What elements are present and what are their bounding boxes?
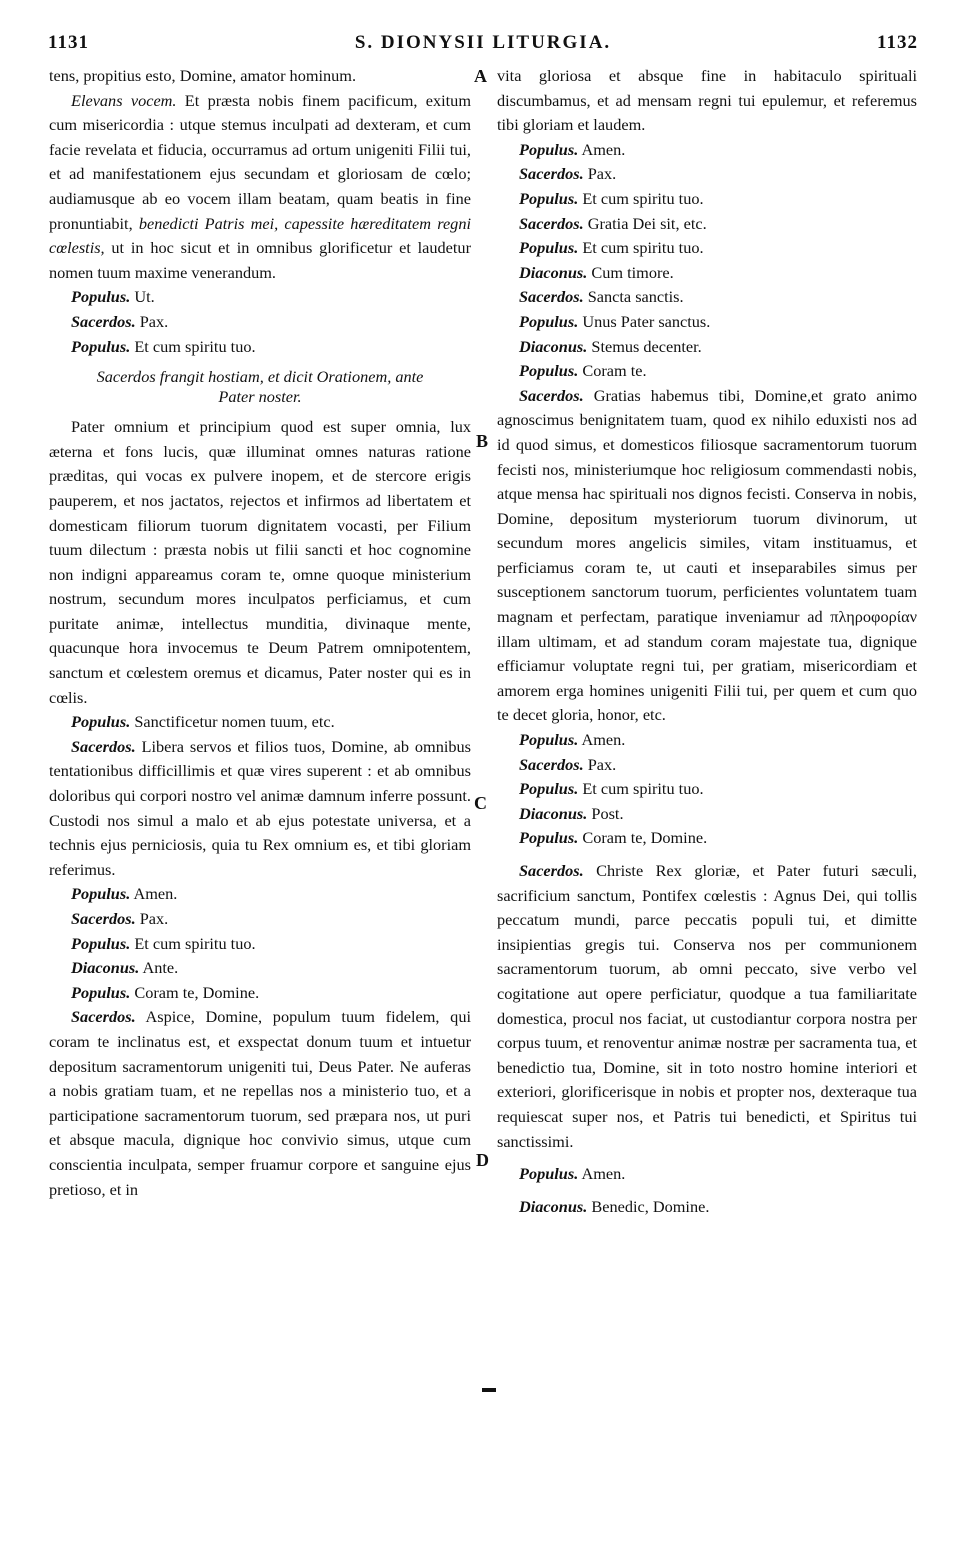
dialogue-line: Populus. Ut. — [71, 287, 155, 307]
dialogue-line: Sacerdos. Gratias habemus tibi, Domine,et grato animo agnoscimus benignitatem tuam, quod ex nihilo eduxisti nos ad id quod simus, et domesticos filiosque sacramentorum tuorum fecisti nos, ministeriumque hoc religiosum commendasti nobis, atque mensa hac spirituali nos dignos fecisti. Conserva in nobis, Domine, depositum mysteriorum tuorum divinorum, ut secundum mores angelicis similes, vitam instituamus, et perficiamus coram te, ut cauti et inseparabiles simus per susceptionem sanctorum tuorum, perficientes voluntatem tuam magnam et perfectam, paratique inveniamur ad πληροφορίαν illam ultimam, et ad standum coram majestate tua, dignique efficiamur voluptate regni tui, per gratiam, misericordiam et amorem erga homines unigeniti Filii tui, per quem et cum quo te decet gloria, honor, etc. — [497, 385, 917, 725]
speaker: Sacerdos. — [519, 213, 584, 233]
dialogue-line: Populus. Coram te, Domine. — [71, 982, 260, 1002]
end-dash — [482, 1388, 496, 1392]
speaker: Diaconus. — [519, 1196, 588, 1216]
speaker: Sacerdos. — [519, 861, 584, 880]
dialogue-line: Diaconus. Post. — [519, 803, 624, 823]
dialogue-line: Populus. Unus Pater sanctus. — [519, 311, 711, 331]
speaker: Populus. — [71, 712, 131, 732]
speaker: Diaconus. — [71, 958, 140, 978]
speaker: Populus. — [519, 311, 579, 331]
dialogue-line: Populus. Et cum spiritu tuo. — [71, 933, 256, 953]
speaker: Diaconus. — [519, 803, 588, 823]
dialogue-line: Diaconus. Benedic, Domine. — [519, 1196, 710, 1216]
dialogue-line: Populus. Et cum spiritu tuo. — [519, 779, 704, 799]
speaker: Sacerdos. — [519, 385, 584, 405]
speaker: Populus. — [519, 139, 579, 159]
paragraph: Elevans vocem. Et præsta nobis finem pacificum, exitum cum misericordia : utque stemus inculpati ad dexteram, et cum facie revelata et fiducia, occurramus ad ortum unigeniti Filii tui, et ad manifestationem ejus secundam et gloriosam de cœlo; audiamusque ab eo vocem illam beatam, quam beatis in fine pronuntiabit, benedicti Patris mei, capessite hæreditatem regni cœlestis, ut in hoc sicut et in omnibus glorificetur et laudetur nomen tuum maxime venerandum. — [49, 90, 471, 282]
page-header — [48, 26, 918, 56]
speaker: Sacerdos. — [71, 909, 136, 928]
speaker: Sacerdos. — [71, 311, 136, 331]
dialogue-line: Sacerdos. Pax. — [71, 311, 169, 331]
speaker: Diaconus. — [519, 262, 588, 282]
margin-letter-b: B — [476, 431, 489, 451]
speaker: Populus. — [71, 336, 131, 356]
margin-letter-a: A — [474, 66, 487, 86]
speaker: Populus. — [71, 933, 131, 953]
speaker: Sacerdos. — [519, 287, 584, 307]
dialogue-line: Sacerdos. Aspice, Domine, populum tuum fidelem, qui coram te inclinatus est, et exspectat donum tuum et intuetur depositum sacramentorum unigeniti tui, Deus Pater. Ne auferas a nobis gratiam tuam, et ne repellas nos a ministerio tuo, et a participatione sacramentorum tuorum, sed præpara nos, ut puri et absque macula, dignique hoc convivio simus, utque cum conscientia inculpata, semper fruamur corpore et sanguine ejus pretioso, et in — [49, 1007, 471, 1199]
dialogue-line: Populus. Et cum spiritu tuo. — [519, 188, 704, 208]
speaker: Populus. — [71, 287, 131, 307]
margin-letter-d: D — [476, 1150, 489, 1170]
page-number-left: 1131 — [48, 32, 89, 53]
speaker: Populus. — [519, 1164, 579, 1184]
speaker: Populus. — [519, 361, 579, 381]
dialogue-line: Populus. Et cum spiritu tuo. — [519, 238, 704, 258]
speaker: Diaconus. — [519, 336, 588, 356]
page-number-right: 1132 — [877, 32, 918, 53]
dialogue-line: Populus. Amen. — [519, 139, 626, 159]
speaker: Populus. — [71, 884, 131, 904]
dialogue-line: Diaconus. Ante. — [71, 958, 179, 978]
section-heading: Sacerdos frangit hostiam, et dicit Orationem, ante Pater noster. — [96, 367, 424, 407]
dialogue-line: Diaconus. Stemus decenter. — [519, 336, 702, 356]
dialogue-line: Diaconus. Cum timore. — [519, 262, 674, 282]
speaker: Populus. — [71, 982, 131, 1002]
paragraph: vita gloriosa et absque fine in habitaculo spirituali discumbamus, et ad mensam regni tui epulemur, et referemus tibi gloriam et laudem. — [497, 66, 917, 135]
left-column — [49, 64, 471, 1202]
speaker: Populus. — [519, 238, 579, 258]
margin-letter-c: C — [474, 793, 487, 813]
dialogue-line: Sacerdos. Libera servos et filios tuos, Domine, ab omnibus tentationibus difficillimis et quæ vires superent : et ab omnibus doloribus qui corpori nostro vel animæ damnum inferre possunt. Custodi nos simul a malo et ab ejus potestate universa, et a technis ejus perniciosis, quia tu Rex omnium es, et tibi gloriam referimus. — [49, 736, 471, 879]
dialogue-line: Populus. Coram te, Domine. — [519, 828, 708, 848]
speaker: Populus. — [519, 828, 579, 848]
dialogue-line: Sacerdos. Gratia Dei sit, etc. — [519, 213, 707, 233]
rubric: Elevans vocem. — [71, 90, 177, 110]
speaker: Populus. — [519, 779, 579, 799]
dialogue-line: Populus. Et cum spiritu tuo. — [71, 336, 256, 356]
dialogue-line: Sacerdos. Pax. — [519, 754, 617, 774]
speaker: Populus. — [519, 188, 579, 208]
dialogue-line: Populus. Amen. — [519, 1164, 626, 1184]
speaker: Sacerdos. — [519, 754, 584, 774]
speaker: Populus. — [519, 730, 579, 750]
dialogue-line: Populus. Amen. — [519, 730, 626, 750]
dialogue-line: Populus. Coram te. — [519, 361, 647, 381]
speaker: Sacerdos. — [71, 736, 136, 756]
dialogue-line: Sacerdos. Christe Rex gloriæ, et Pater futuri sæculi, sacrificium sanctum, Pontifex cœlestis : Agnus Dei, qui tollis peccatum mundi, parce peccatis populi tui, et dimitte insipientias gregis tui. Conserva nos per communionem sacramentorum tuorum, ab omni peccato, sive verbo vel cogitatione aut opere perficiatur, quodque a tua familiaritate domestica, procul nos faciat, ut custodiantur corpora nostra per corpus tuum, et renoventur animæ nostræ per sacramenta tua, et benedictio tua, Domine, sit in toto nostro homine interiori et exteriori, glorificerisque in nobis et propter nos, dexteraque tua requiescat super nos, et Patris tui benedicti, et Spiritus tui sanctissimi. — [497, 861, 917, 1151]
dialogue-line: Populus. Sanctificetur nomen tuum, etc. — [71, 712, 335, 732]
speaker: Sacerdos. — [71, 1007, 136, 1027]
dialogue-line: Populus. Amen. — [71, 884, 178, 904]
running-title: S. DIONYSII LITURGIA. — [354, 32, 612, 53]
dialogue-line: Sacerdos. Pax. — [519, 164, 617, 184]
quotation: benedicti Patris mei, capessite hæreditatem regni cœlestis, — [49, 213, 471, 258]
paragraph: tens, propitius esto, Domine, amator hominum. — [49, 66, 357, 85]
dialogue-line: Sacerdos. Sancta sanctis. — [519, 287, 684, 307]
right-column — [497, 64, 917, 1219]
dialogue-line: Sacerdos. Pax. — [71, 909, 169, 928]
paragraph: Pater omnium et principium quod est super omnia, lux æterna et fons lucis, quæ illuminat omnes naturas ratione præditas, qui vocas ex pulvere inopem, et de stercore erigis pauperem, et nos jactatos, rejectos et infirmos ad libertatem et domesticam filiorum tuorum dignitatem vocasti, per Filium tuum dilectum : præsta nobis ut filii sancti et hoc cognomine non indigni appareamus coram te, omne quoque ministerium nostrum, secundum mores inculpatos perficiamus, et cum puritate animæ, intellectus munditia, divinaque mente, quacunque hora invocemus te Deum Patrem omnipotentem, sanctum et cœlestem oremus et dicamus, Pater noster qui es in cœlis. — [49, 417, 471, 707]
speaker: Sacerdos. — [519, 164, 584, 184]
